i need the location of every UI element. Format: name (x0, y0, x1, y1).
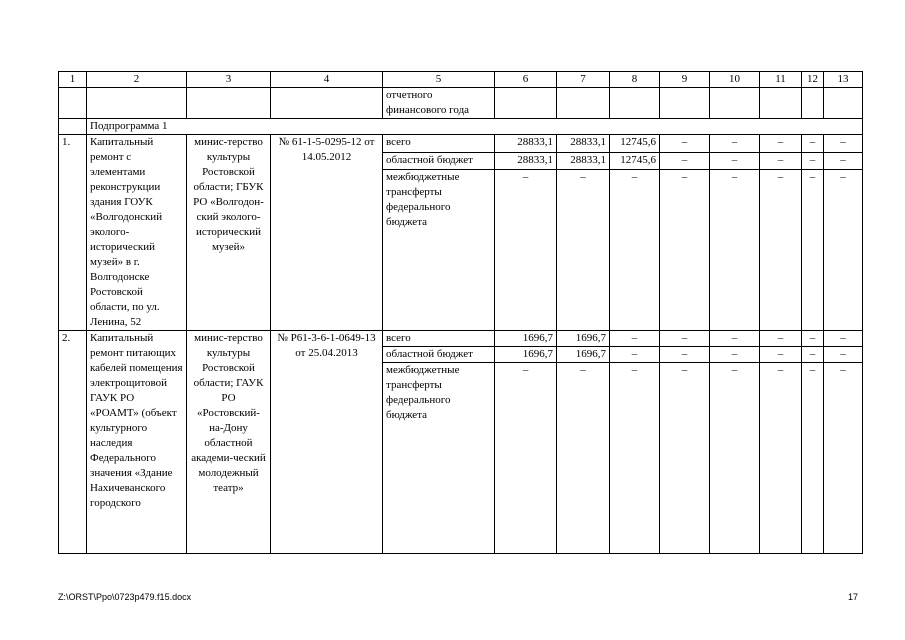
value-cell: – (610, 170, 660, 331)
value-cell: – (824, 331, 863, 347)
value-cell: – (824, 135, 863, 153)
value-cell: – (824, 347, 863, 363)
value-cell: – (610, 347, 660, 363)
continuation-row (59, 88, 863, 119)
header-cell: 13 (824, 72, 863, 88)
value-cell: – (710, 170, 760, 331)
value-cell: – (824, 363, 863, 554)
value-cell: 1696,7 (557, 347, 610, 363)
value-cell: – (760, 363, 802, 554)
value-cell: – (802, 152, 824, 170)
value-cell: – (760, 331, 802, 347)
row-number: 1. (59, 135, 87, 331)
object-name: Капитальный ремонт с элементами реконструкции здания ГОУК «Волгодонский эколого-исторический музей» в г. Волгодонске Ростовской области, по ул. Ленина, 52 (87, 135, 187, 331)
header-cell: 7 (557, 72, 610, 88)
value-cell: 12745,6 (610, 152, 660, 170)
value-cell: – (802, 347, 824, 363)
document-number: № 61-1-5-0295-12 от 14.05.2012 (271, 135, 383, 331)
value-cell: – (710, 135, 760, 153)
line-label: областной бюджет (383, 152, 495, 170)
value-cell: – (824, 170, 863, 331)
value-cell: – (660, 363, 710, 554)
line-label: всего (383, 331, 495, 347)
budget-table (58, 71, 863, 554)
value-cell: 28833,1 (557, 152, 610, 170)
executor: минис-терство культуры Ростовской области; ГАУК РО «Ростовский-на-Дону областной академи-ческий молодежный театр» (187, 331, 271, 554)
value-cell: – (660, 347, 710, 363)
table-row (59, 135, 863, 153)
value-cell: – (660, 170, 710, 331)
footer-page-number: 17 (847, 592, 858, 602)
header-cell: 11 (760, 72, 802, 88)
value-cell: – (660, 152, 710, 170)
value-cell: – (802, 363, 824, 554)
header-cell: 12 (802, 72, 824, 88)
header-row (59, 72, 863, 88)
subprogram-row (59, 119, 863, 135)
value-cell: 28833,1 (557, 135, 610, 153)
value-cell: – (610, 331, 660, 347)
executor: минис-терство культуры Ростовской области; ГБУК РО «Волгодон-ский эколого-исторический музей» (187, 135, 271, 331)
line-label: областной бюджет (383, 347, 495, 363)
value-cell: 28833,1 (495, 135, 557, 153)
value-cell: – (802, 135, 824, 153)
header-cell: 2 (87, 72, 187, 88)
value-cell: – (557, 363, 610, 554)
header-cell: 3 (187, 72, 271, 88)
header-cell: 5 (383, 72, 495, 88)
value-cell: – (495, 363, 557, 554)
line-label: всего (383, 135, 495, 153)
header-cell: 9 (660, 72, 710, 88)
header-cell: 10 (710, 72, 760, 88)
value-cell: – (802, 170, 824, 331)
object-name: Капитальный ремонт питающих кабелей помещения электрощитовой ГАУК РО «РОАМТ» (объект культурного наследия Федерального значения «Здание Нахичеванского городского (87, 331, 187, 554)
header-cell: 4 (271, 72, 383, 88)
value-cell: 1696,7 (495, 331, 557, 347)
value-cell: 1696,7 (495, 347, 557, 363)
header-cell: 6 (495, 72, 557, 88)
value-cell: – (802, 331, 824, 347)
value-cell: – (824, 152, 863, 170)
header-cell: 8 (610, 72, 660, 88)
value-cell: – (760, 135, 802, 153)
line-label: межбюджетные трансферты федерального бюджета (383, 363, 495, 554)
value-cell: – (710, 347, 760, 363)
subprogram-title: Подпрограмма 1 (87, 119, 863, 135)
value-cell: 12745,6 (610, 135, 660, 153)
value-cell: – (557, 170, 610, 331)
value-cell: – (760, 347, 802, 363)
value-cell: – (760, 170, 802, 331)
table-row (59, 331, 863, 347)
header-cell: 1 (59, 72, 87, 88)
value-cell: – (760, 152, 802, 170)
row-number: 2. (59, 331, 87, 554)
value-cell: – (710, 152, 760, 170)
value-cell: – (495, 170, 557, 331)
value-cell: – (660, 331, 710, 347)
line-label: межбюджетные трансферты федерального бюджета (383, 170, 495, 331)
value-cell: – (610, 363, 660, 554)
continuation-text: отчетного финансового года (383, 88, 495, 119)
footer-file-path: Z:\ORST\Ppo\0723p479.f15.docx (58, 592, 192, 602)
value-cell: 28833,1 (495, 152, 557, 170)
value-cell: – (660, 135, 710, 153)
value-cell: 1696,7 (557, 331, 610, 347)
value-cell: – (710, 331, 760, 347)
value-cell: – (710, 363, 760, 554)
document-number: № Р61-3-6-1-0649-13 от 25.04.2013 (271, 331, 383, 554)
